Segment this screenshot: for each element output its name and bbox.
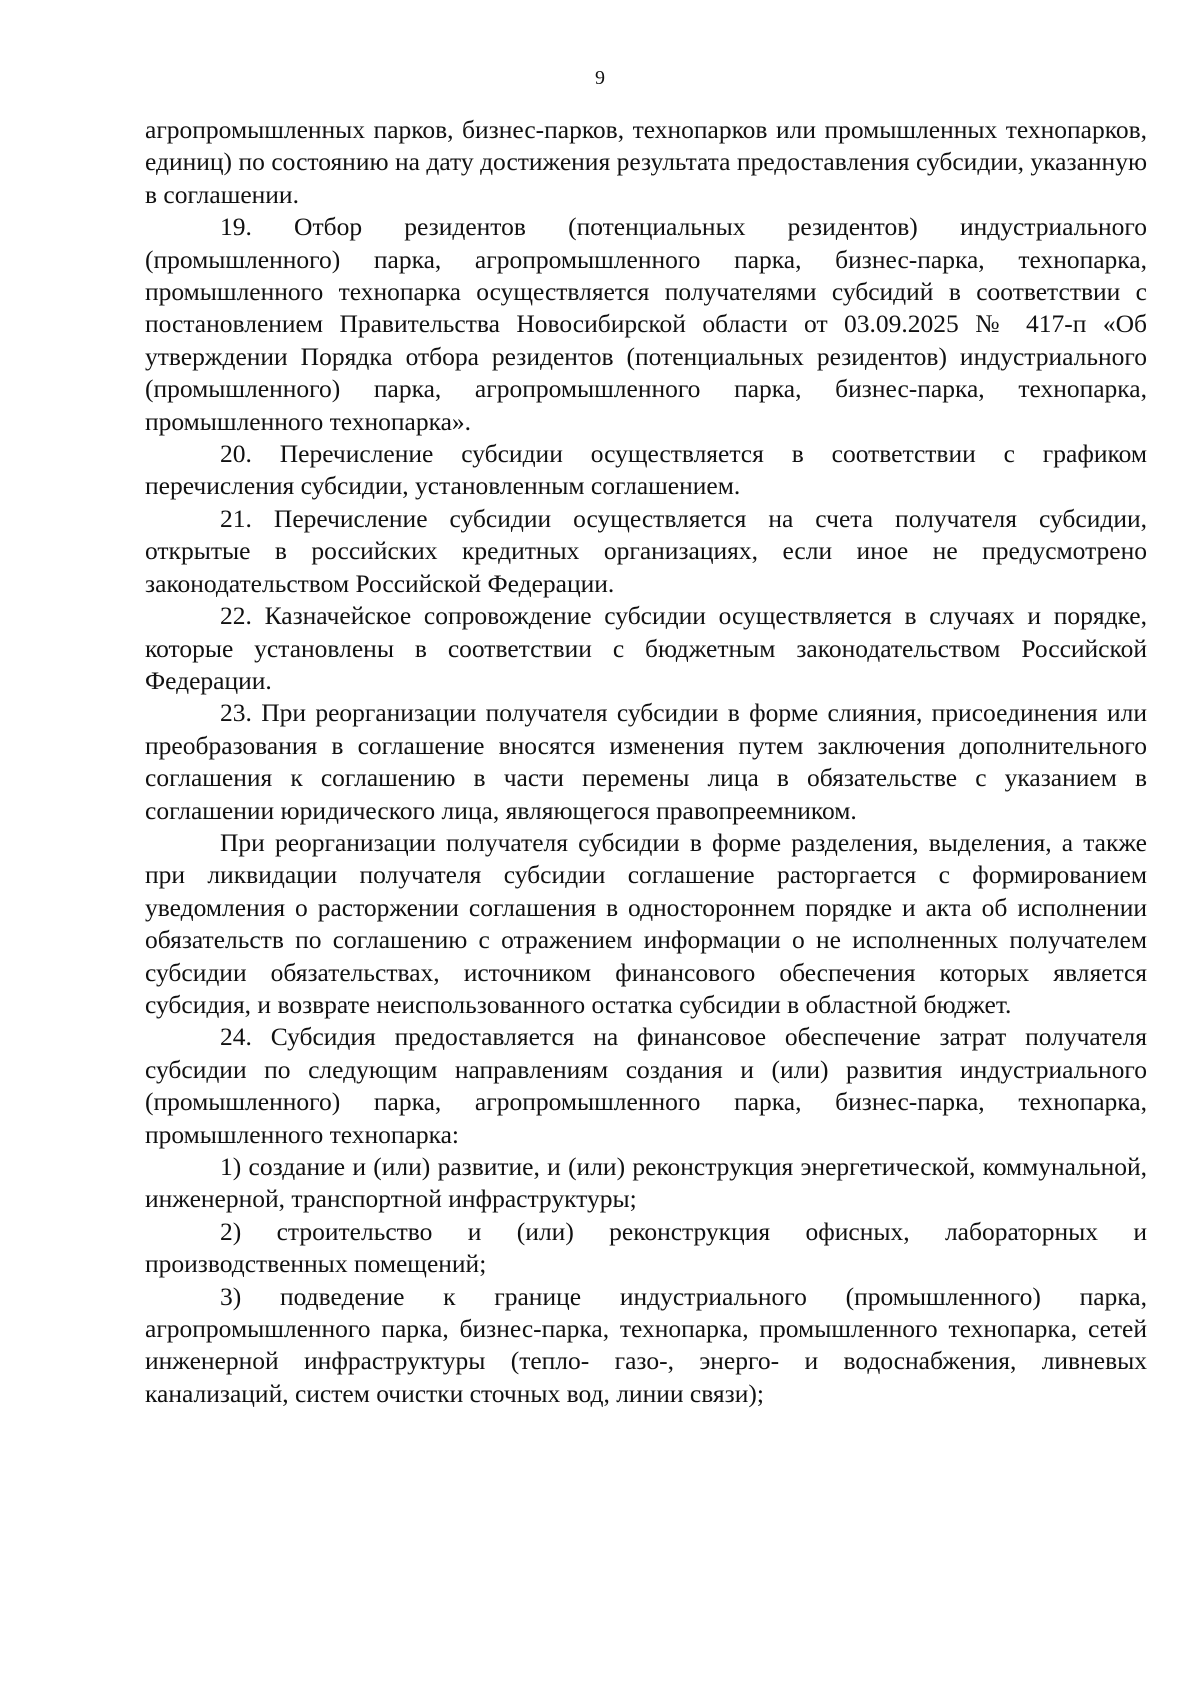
list-item-2: 2) строительство и (или) реконструкция офисных, лабораторных и производственных помещений; xyxy=(145,1216,1147,1279)
list-item-1: 1) создание и (или) развитие, и (или) реконструкция энергетической, коммунальной, инженерной, транспортной инфраструктуры; xyxy=(145,1152,1147,1214)
paragraph-23-reorganization: При реорганизации получателя субсидии в форме разделения, выделения, а также при ликвидации получателя субсидии соглашение расторгается с формированием уведомления о расторжении соглашения в одностороннем порядке и акта об исполнении обязательств по соглашению с отражением информации о не исполненных получателем субсидии обязательствах, источником финансового обеспечения которых является субсидия, и возврате неиспользованного остатка субсидии в областной бюджет. xyxy=(145,827,1147,1019)
document-body xyxy=(145,114,1147,1410)
page-number: 9 xyxy=(595,67,605,89)
list-item-3: 3) подведение к границе индустриального (промышленного) парка, агропромышленного парка, бизнес-парка, технопарка, промышленного технопарка, сетей инженерной инфраструктуры (тепло- газо-, энерго- и водоснабжения, ливневых канализаций, систем очистки сточных вод, линии связи); xyxy=(145,1281,1147,1408)
paragraph-24: 24. Субсидия предоставляется на финансовое обеспечение затрат получателя субсидии по следующим направлениям создания и (или) развития индустриального (промышленного) парка, агропромышленного парка, бизнес-парка, технопарка, промышленного технопарка: xyxy=(145,1022,1147,1149)
paragraph-20: 20. Перечисление субсидии осуществляется в соответствии с графиком перечисления субсидии, установленным соглашением. xyxy=(145,439,1147,501)
paragraph-19: 19. Отбор резидентов (потенциальных резидентов) индустриального (промышленного) парка, агропромышленного парка, бизнес-парка, технопарка, промышленного технопарка осуществляется получателями субсидий в соответствии с постановлением Правительства Новосибирской области от 03.09.2025 № 417-п «Об утверждении Порядка отбора резидентов (потенциальных резидентов) индустриального (промышленного) парка, агропромышленного парка, бизнес-парка, технопарка, промышленного технопарка». xyxy=(145,212,1147,436)
paragraph-21: 21. Перечисление субсидии осуществляется на счета получателя субсидии, открытые в российских кредитных организациях, если иное не предусмотрено законодательством Российской Федерации. xyxy=(145,503,1147,598)
paragraph-22: 22. Казначейское сопровождение субсидии осуществляется в случаях и порядке, которые установлены в соответствии с бюджетным законодательством Российской Федерации. xyxy=(145,601,1147,695)
paragraph-23: 23. При реорганизации получателя субсидии в форме слияния, присоединения или преобразования в соглашение вносятся изменения путем заключения дополнительного соглашения к соглашению в части перемены лица в обязательстве с указанием в соглашении юридического лица, являющегося правопреемником. xyxy=(145,698,1147,825)
paragraph-continuation: агропромышленных парков, бизнес-парков, технопарков или промышленных технопарков, единиц) по состоянию на дату достижения результата предоставления субсидии, указанную в соглашении. xyxy=(145,115,1147,209)
